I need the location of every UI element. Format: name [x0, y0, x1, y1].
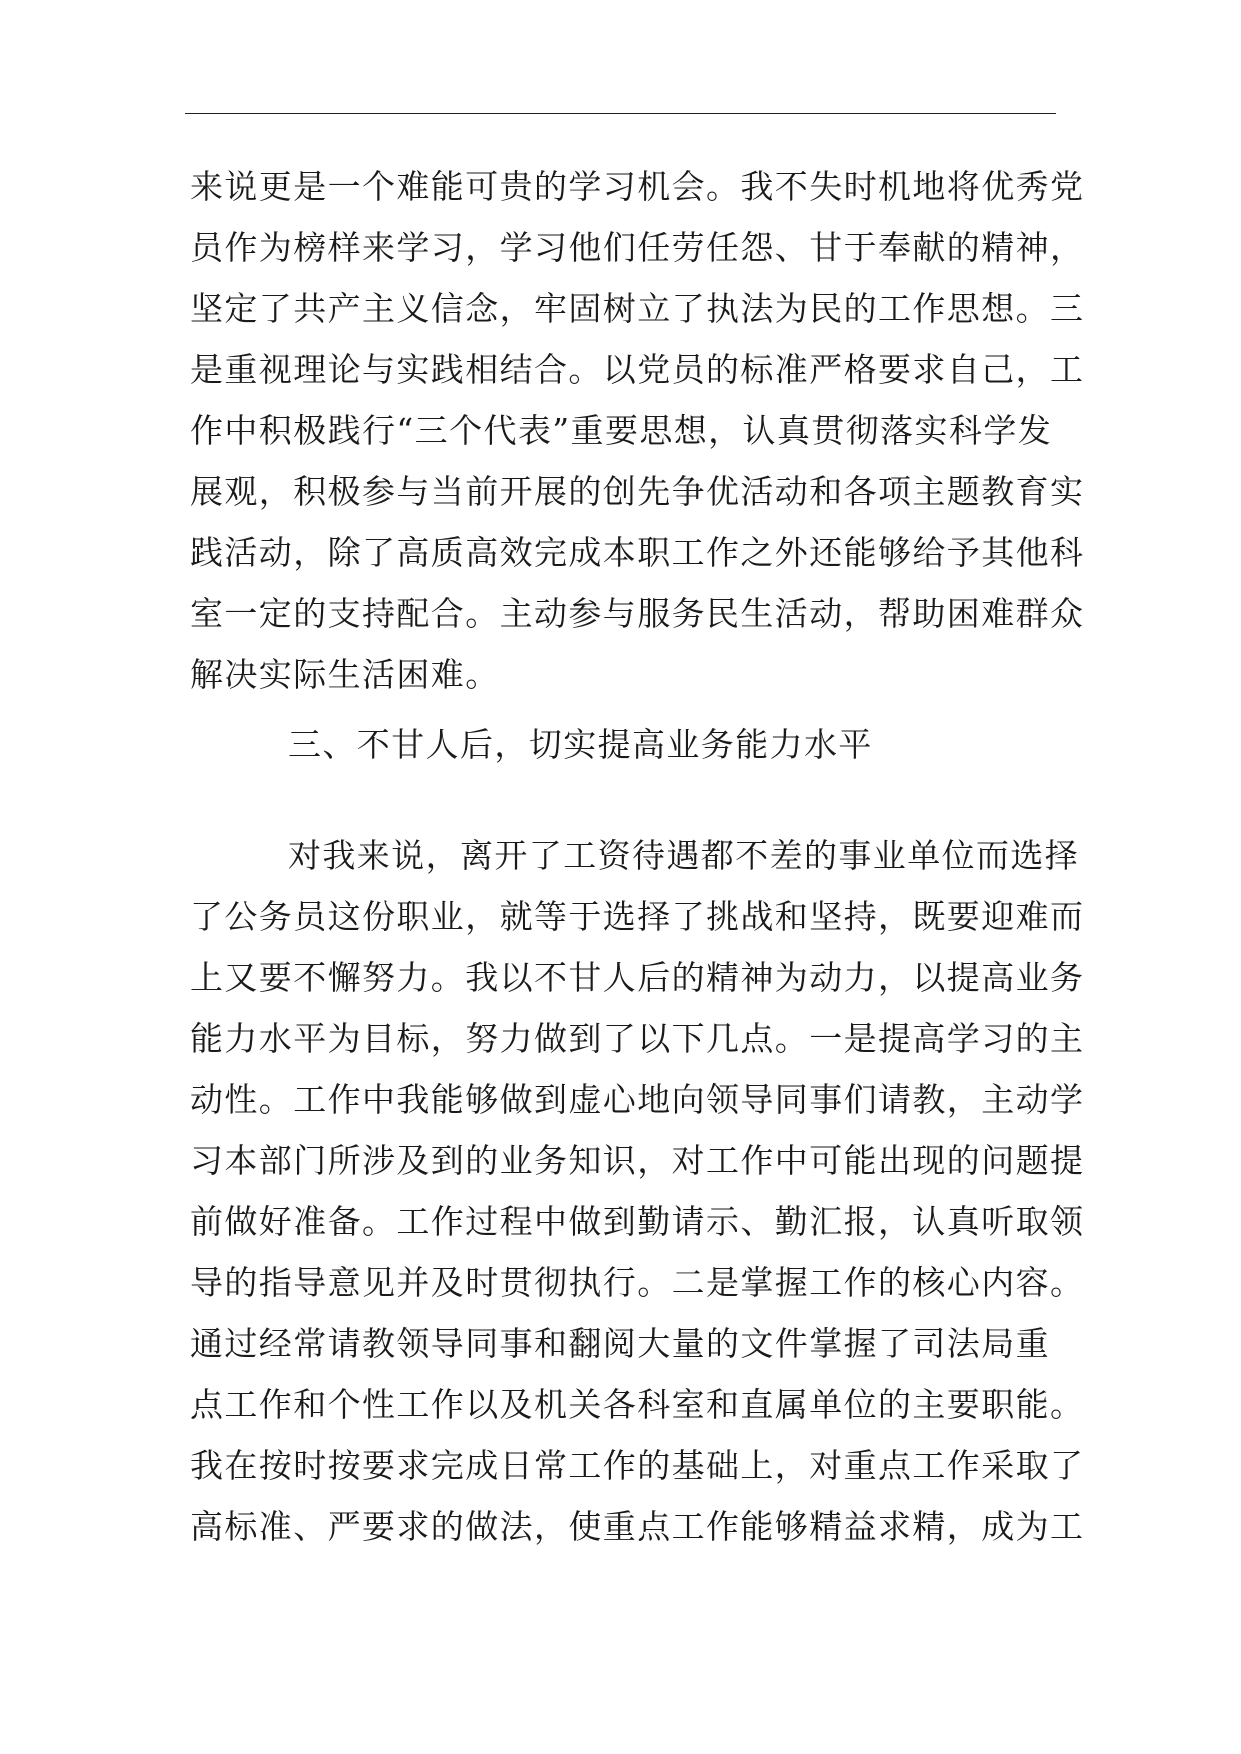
paragraph-line: 导的指导意见并及时贯彻执行。二是掌握工作的核心内容。 — [190, 1263, 1085, 1302]
paragraph-line: 对我来说，离开了工资待遇都不差的事业单位而选择 — [288, 836, 1080, 875]
header-rule — [185, 113, 1056, 114]
paragraph-continued — [190, 156, 1085, 705]
paragraph-line: 动性。工作中我能够做到虚心地向领导同事们请教，主动学 — [190, 1080, 1085, 1119]
paragraph-line: 习本部门所涉及到的业务知识，对工作中可能出现的问题提 — [190, 1141, 1085, 1180]
paragraph-line: 了公务员这份职业，就等于选择了挑战和坚持，既要迎难而 — [190, 897, 1085, 936]
paragraph-section-three — [190, 825, 1085, 1557]
paragraph-line: 解决实际生活困难。 — [190, 655, 500, 694]
paragraph-line: 展观，积极参与当前开展的创先争优活动和各项主题教育实 — [190, 472, 1085, 511]
paragraph-line: 室一定的支持配合。主动参与服务民生活动，帮助困难群众 — [190, 594, 1085, 633]
paragraph-line: 来说更是一个难能可贵的学习机会。我不失时机地将优秀党 — [190, 167, 1085, 206]
paragraph-line: 是重视理论与实践相结合。以党员的标准严格要求自己，工 — [190, 350, 1085, 389]
section-heading: 三、不甘人后，切实提高业务能力水平 — [288, 725, 873, 764]
paragraph-line: 践活动，除了高质高效完成本职工作之外还能够给予其他科 — [190, 533, 1085, 572]
paragraph-line: 高标准、严要求的做法，使重点工作能够精益求精，成为工 — [190, 1507, 1085, 1546]
paragraph-line: 通过经常请教领导同事和翻阅大量的文件掌握了司法局重 — [190, 1324, 1050, 1363]
paragraph-line: 点工作和个性工作以及机关各科室和直属单位的主要职能。 — [190, 1385, 1085, 1424]
paragraph-line: 能力水平为目标，努力做到了以下几点。一是提高学习的主 — [190, 1019, 1085, 1058]
paragraph-line: 作中积极践行“三个代表”重要思想，认真贯彻落实科学发 — [190, 411, 1053, 450]
section-heading-block — [190, 714, 1056, 775]
paragraph-line: 上又要不懈努力。我以不甘人后的精神为动力，以提高业务 — [190, 958, 1085, 997]
paragraph-line: 我在按时按要求完成日常工作的基础上，对重点工作采取了 — [190, 1446, 1085, 1485]
paragraph-line: 员作为榜样来学习，学习他们任劳任怨、甘于奉献的精神， — [190, 228, 1085, 267]
paragraph-line: 坚定了共产主义信念，牢固树立了执法为民的工作思想。三 — [190, 289, 1085, 328]
paragraph-line: 前做好准备。工作过程中做到勤请示、勤汇报，认真听取领 — [190, 1202, 1085, 1241]
